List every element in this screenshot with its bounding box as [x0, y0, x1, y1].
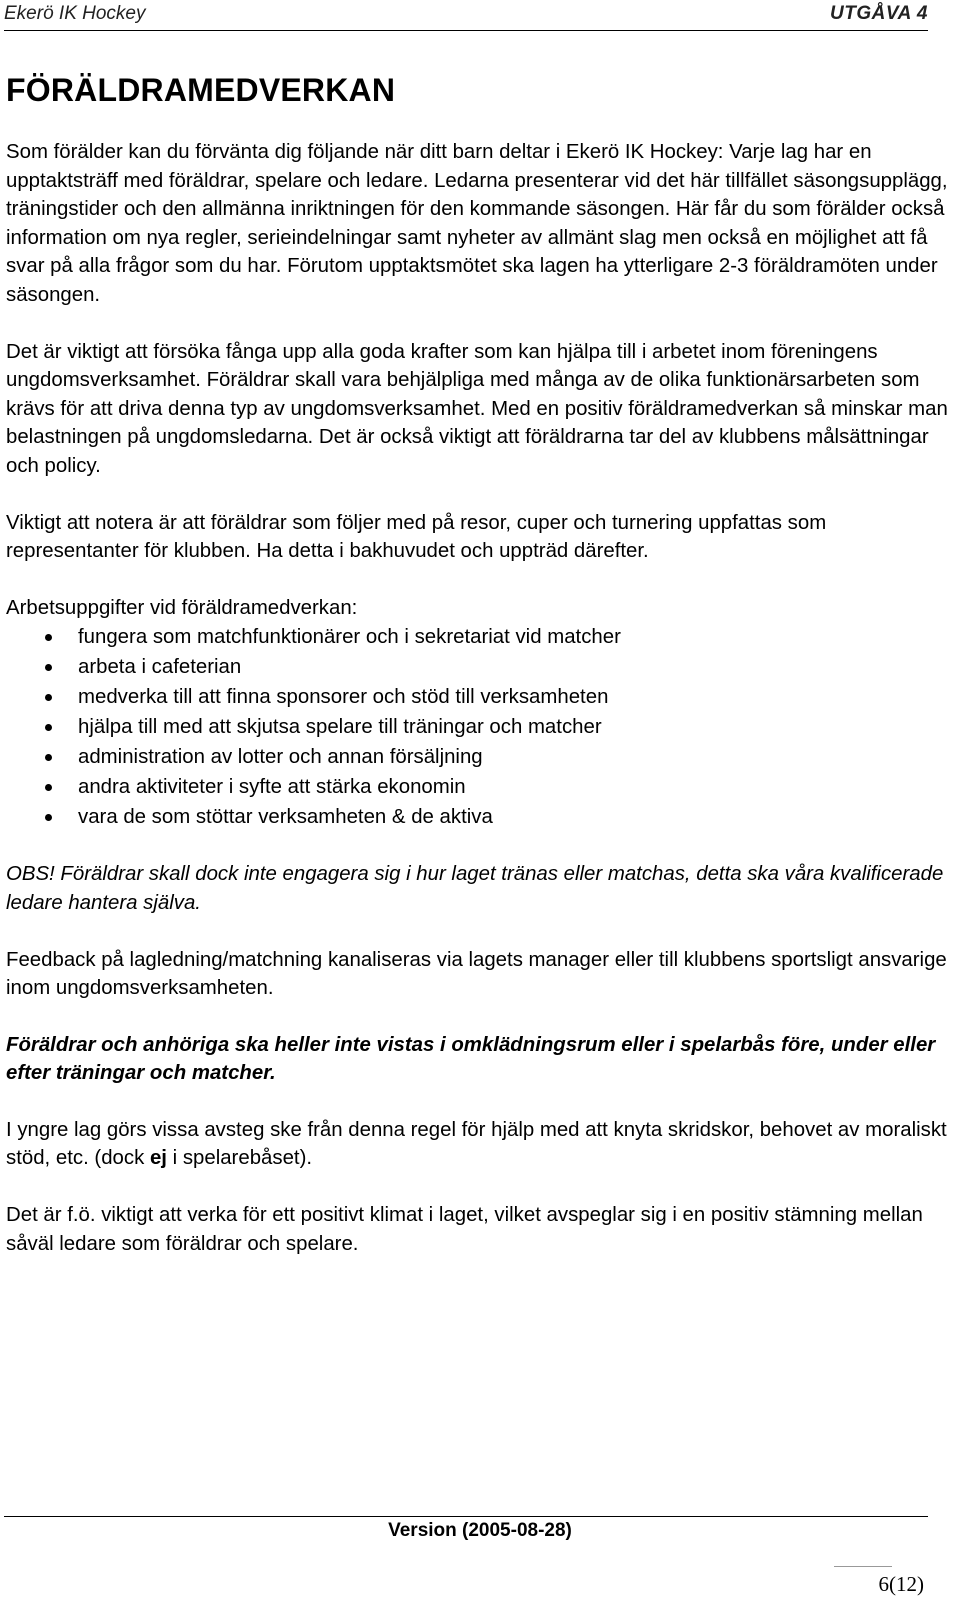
tasks-heading: Arbetsuppgifter vid föräldramedverkan: [6, 596, 358, 619]
list-item [6, 712, 951, 742]
bullet-icon [45, 724, 52, 731]
list-item [6, 682, 951, 712]
page-number-rule [834, 1566, 892, 1568]
task-text: vara de som stöttar verksamheten & de aktiva [78, 806, 493, 829]
club-name: Ekerö IK Hockey [4, 3, 146, 24]
version-label: Version (2005-08-28) [388, 1520, 572, 1541]
document-body [6, 72, 951, 1286]
bullet-icon [45, 634, 52, 641]
paragraph-volunteers: Det är viktigt att försöka fånga upp alla goda krafter som kan hjälpa till i arbetet inom föreningens ungdomsverksamhet. Föräldrar skall vara behjälpliga med många av de olika funktionärsarbeten som krävs för att driva denna typ av ungdomsverksamhet. Med en positiv föräldramedverkan så minskar man belastningen på ungdomsledarna. Det är också viktigt att föräldrarna tar del av klubbens målsättningar och policy. [6, 340, 948, 477]
bullet-icon [45, 664, 52, 671]
task-text: medverka till att finna sponsorer och stöd till verksamheten [78, 686, 609, 709]
page-title: FÖRÄLDRAMEDVERKAN [6, 72, 396, 108]
paragraph-intro: Som förälder kan du förvänta dig följande när ditt barn deltar i Ekerö IK Hockey: Varje lag har en upptaktsträff med föräldrar, spelare och ledare. Ledarna presenterar vid det här tillfället säsongsupplägg, träningstider och den allmänna inriktningen för den kommande säsongen. Här får du som förälder också information om nya regler, serieindelningar samt nyheter av allmänt slag men också en möjlighet att få svar på alla frågor som du har. Förutom upptaktsmötet ska lagen ha ytterligare 2-3 föräldramöten under säsongen. [6, 141, 948, 306]
task-text: administration av lotter och annan försäljning [78, 746, 483, 769]
footer-divider [4, 1516, 928, 1517]
task-text: hjälpa till med att skjutsa spelare till träningar och matcher [78, 716, 602, 739]
list-item [6, 622, 951, 652]
paragraph-feedback: Feedback på lagledning/matchning kanaliseras via lagets manager eller till klubbens sportsligt ansvarige inom ungdomsverksamheten. [6, 948, 947, 1000]
bullet-icon [45, 784, 52, 791]
obs-text: Föräldrar skall dock inte engagera sig i hur laget tränas eller matchas, detta ska våra kvalificerade ledare hantera själva. [6, 863, 944, 914]
edition-label: UTGÅVA 4 [830, 3, 928, 24]
paragraph-positive-climate: Det är f.ö. viktigt att verka för ett positivt klimat i laget, vilket avspeglar sig i en positiv stämning mellan såväl ledare som föräldrar och spelare. [6, 1204, 923, 1255]
exceptions-text-start: I yngre lag görs vissa avsteg ske från denna regel för hjälp med att knyta skridskor, behovet av moraliskt stöd, etc. (dock [6, 1118, 947, 1170]
bullet-icon [45, 814, 52, 821]
page-number: 6(12) [878, 1572, 924, 1596]
list-item [6, 742, 951, 772]
bullet-icon [45, 754, 52, 761]
list-item [6, 652, 951, 682]
task-text: arbeta i cafeterian [78, 656, 242, 679]
exceptions-text-end: i spelarebåset). [166, 1147, 313, 1170]
tasks-list [6, 622, 951, 832]
list-item [6, 802, 951, 832]
task-text: fungera som matchfunktionärer och i sekretariat vid matcher [78, 626, 621, 649]
bullet-icon [45, 694, 52, 701]
exceptions-emphasis: ej [149, 1147, 167, 1170]
page-header [4, 0, 928, 31]
paragraph-obs [6, 860, 951, 917]
list-item [6, 772, 951, 802]
paragraph-representatives: Viktigt att notera är att föräldrar som följer med på resor, cuper och turnering uppfattas som representanter för klubben. Ha detta i bakhuvudet och uppträd därefter. [6, 511, 827, 563]
task-text: andra aktiviteter i syfte att stärka ekonomin [78, 776, 466, 799]
paragraph-dressing-room-rule: Föräldrar och anhöriga ska heller inte vistas i omklädningsrum eller i spelarbås före, under eller efter träningar och matcher. [6, 1033, 936, 1085]
obs-prefix: OBS! [6, 863, 55, 886]
paragraph-exceptions [6, 1116, 951, 1173]
